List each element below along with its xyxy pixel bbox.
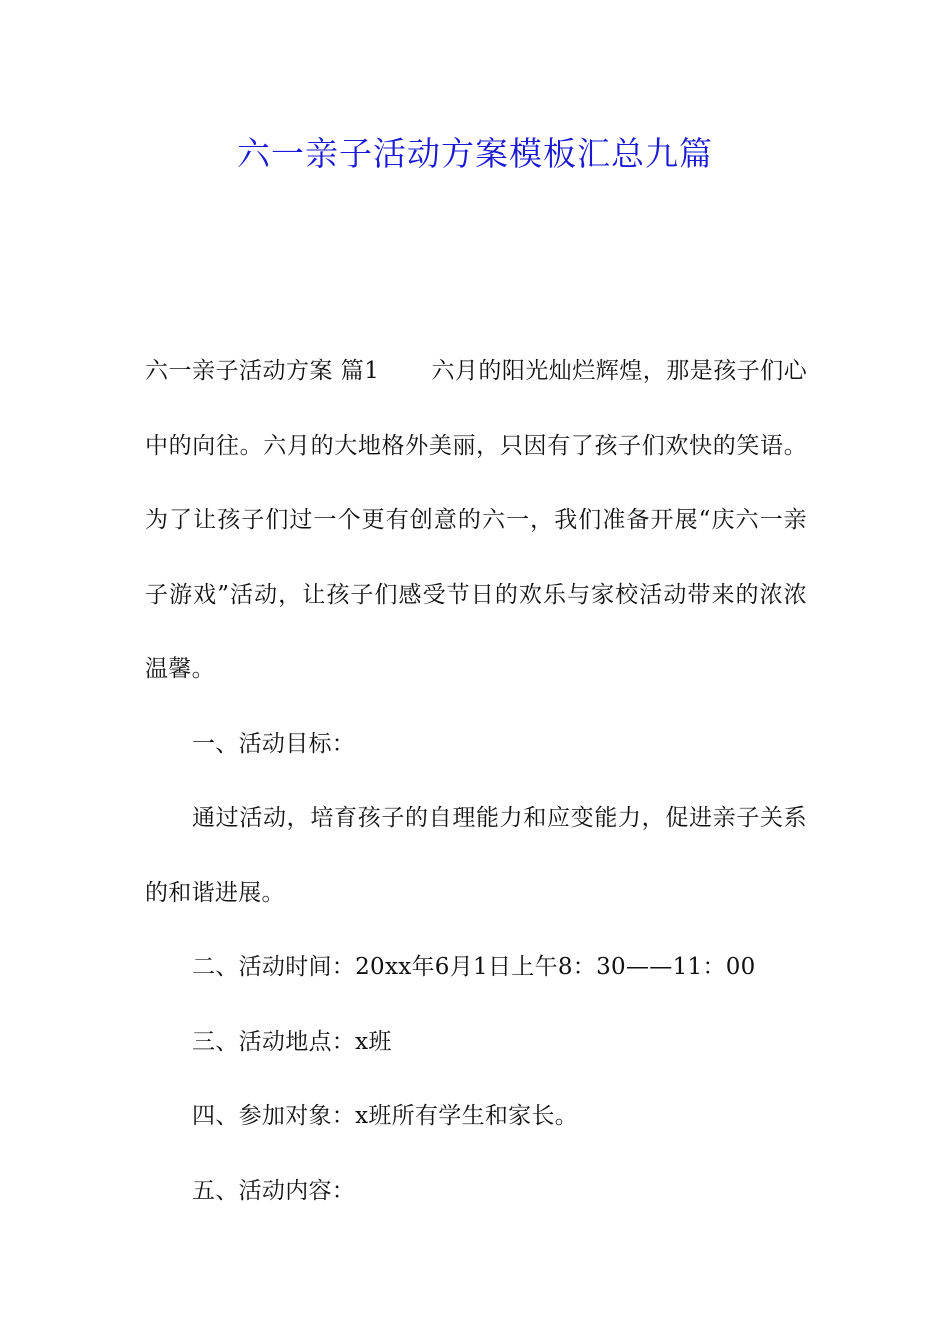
intro-text: 六月的阳光灿烂辉煌，那是孩子们心中的向往。六月的大地格外美丽，只因有了孩子们欢快的笑语。为了让孩子们过一个更有创意的六一，我们准备开展“庆六一亲子游戏”活动，让孩子们感受节日的欢乐与家校活动带来的浓浓温馨。 bbox=[145, 358, 807, 682]
content-heading: 五、活动内容： bbox=[192, 1177, 356, 1204]
participants-line: 四、参加对象：x班所有学生和家长。 bbox=[192, 1103, 579, 1129]
document-body bbox=[145, 334, 807, 1228]
goal-paragraph: 通过活动，培育孩子的自理能力和应变能力，促进亲子关系的和谐进展。 bbox=[145, 805, 807, 906]
intro-paragraph bbox=[145, 334, 807, 707]
location-line: 三、活动地点：x班 bbox=[192, 1028, 392, 1055]
section-heading: 六一亲子活动方案 篇1 bbox=[145, 358, 380, 384]
document-title: 六一亲子活动方案模板汇总九篇 bbox=[237, 134, 713, 173]
goal-heading: 一、活动目标： bbox=[192, 730, 356, 757]
time-line: 二、活动时间：20xx年6月1日上午8：30——11：00 bbox=[192, 954, 756, 980]
